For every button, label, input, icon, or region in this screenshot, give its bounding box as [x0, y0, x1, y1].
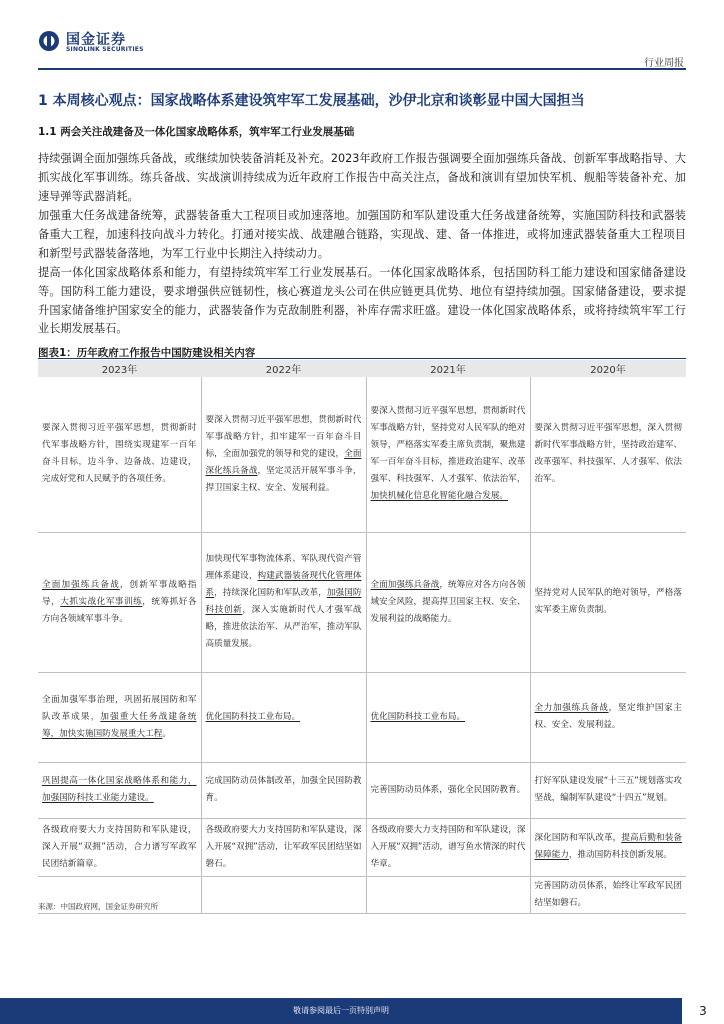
paragraph-1: 持续强调全面加强练兵备战，或继续加快装备消耗及补充。2023年政府工作报告强调要全面加强练兵备战、创新军事战略指导、大抓实战化军事训练。练兵备战、实战演训持续成为近年政府工作报告中高关注点，备战和演训有望加快军机、舰船等装备补充、加速导弹等武器消耗。 — [38, 152, 686, 203]
table-cell — [201, 876, 366, 913]
table-row — [38, 672, 686, 762]
company-logo — [38, 30, 218, 56]
page-number: 3 — [682, 998, 724, 1024]
table-cell — [366, 876, 530, 913]
table-row — [38, 762, 686, 818]
column-header-2023: 2023年 — [38, 360, 201, 377]
sinolink-logo-icon — [38, 30, 60, 52]
column-header-2020: 2020年 — [530, 360, 686, 377]
column-header-2022: 2022年 — [201, 360, 366, 377]
table-cell: 各级政府要大力支持国防和军队建设，深入开展“双拥”活动，谱写鱼水情深的时代华章。 — [366, 818, 530, 876]
table-cell: 巩固提高一体化国家战略体系和能力，加强国防科技工业能力建设。 — [38, 762, 201, 818]
table-cell: 全力加强练兵备战，坚定维护国家主权、安全、发展利益。 — [530, 672, 686, 762]
table-cell: 要深入贯彻习近平强军思想，深入贯彻新时代军事战略方针，坚持政治建军、改革强军、科技强军、人才强军、依法治军。 — [530, 377, 686, 532]
table-cell: 加快现代军事物流体系、军队现代资产管理体系建设，构建武器装备现代化管理体系，持续深化国防和军队改革，加强国防科技创新，深入实施新时代人才强军战略，推进依法治军、从严治军，推动军队高质量发展。 — [201, 532, 366, 672]
footer-disclaimer: 敬请参阅最后一页特别声明 — [293, 1006, 389, 1015]
defense-policy-table — [38, 360, 686, 914]
table-cell: 全面加强练兵备战，统筹应对各方向各领域安全风险，提高捍卫国家主权、安全、发展利益的战略能力。 — [366, 532, 530, 672]
table-cell: 要深入贯彻习近平强军思想，贯彻新时代军事战略方针，扣牢建军一百年奋斗目标，全面加强党的领导和党的建设，全面深化练兵备战，坚定灵活开展军事斗争，捍卫国家主权、安全、发展利益。 — [201, 377, 366, 532]
table-cell: 完善国防动员体系，始终让军政军民团结坚如磐石。 — [530, 876, 686, 913]
figure-source: 来源：中国政府网，国金证券研究所 — [38, 902, 158, 911]
table-cell: 完成国防动员体制改革，加强全民国防教育。 — [201, 762, 366, 818]
table-cell: 全面加强练兵备战，创新军事战略指导，大抓实战化军事训练，统筹抓好各方向各领域军事斗争。 — [38, 532, 201, 672]
table-cell: 要深入贯彻习近平强军思想，贯彻新时代军事战略方针，围绕实现建军一百年奋斗目标，边斗争、边备战、边建设，完成好党和人民赋予的各项任务。 — [38, 377, 201, 532]
table-cell: 深化国防和军队改革，提高后勤和装备保障能力，推动国防科技创新发展。 — [530, 818, 686, 876]
paragraph-2: 加强重大任务战建备统筹，武器装备重大工程项目或加速落地。加强国防和军队建设重大任务战建备统筹，实施国防科技和武器装备重大工程，加速科技向战斗力转化。打通对接实战、战建融合链路，实现战、建、备一体推进，或将加速武器装备重大工程项目和新型号武器装备落地，为军工行业中长期注入持续动力。 — [38, 209, 686, 260]
table-cell: 优化国防科技工业布局。 — [366, 672, 530, 762]
table-cell: 全面加强军事治理，巩固拓展国防和军队改革成果，加强重大任务战建备统筹，加快实施国防发展重大工程。 — [38, 672, 201, 762]
footer-bar — [0, 998, 724, 1024]
report-type: 行业周报 — [644, 58, 684, 69]
paragraph-3: 提高一体化国家战略体系和能力，有望持续筑牢军工行业发展基石。一体化国家战略体系，包括国防科工能力建设和国家储备建设等。国防科工能力建设，要求增强供应链韧性，核心赛道龙头公司在供应链更具优势、地位有望持续加强。国家储备建设，要求提升国家储备维护国家安全的能力，武器装备作为克敌制胜利器，补库存需求旺盛。建设一体化国家战略体系，或将持续筑牢军工行业长期发展基石。 — [38, 266, 686, 336]
figure-title-rule — [38, 358, 686, 359]
table-cell: 坚持党对人民军队的绝对领导，严格落实军委主席负责制。 — [530, 532, 686, 672]
logo-text-cn: 国金证券 — [66, 32, 126, 48]
logo-text-en: SINOLINK SECURITIES — [66, 46, 144, 53]
column-header-2021: 2021年 — [366, 360, 530, 377]
table-header-row — [38, 360, 686, 377]
table-cell: 完善国防动员体系，强化全民国防教育。 — [366, 762, 530, 818]
table-cell: 要深入贯彻习近平强军思想，贯彻新时代军事战略方针，坚持党对人民军队的绝对领导，严格落实军委主席负责制，聚焦建军一百年奋斗目标，推进政治建军、改革强军、科技强军、人才强军、依法治军，加快机械化信息化智能化融合发展。 — [366, 377, 530, 532]
figure-title: 图表1：历年政府工作报告中国防建设相关内容 — [38, 347, 256, 359]
table-row — [38, 818, 686, 876]
header-divider — [38, 68, 686, 70]
table-cell: 打好军队建设发展“十三五”规划落实攻坚战，编制军队建设“十四五”规划。 — [530, 762, 686, 818]
table-cell: 各级政府要大力支持国防和军队建设，深入开展“双拥”活动，合力谱写军政军民团结新篇章。 — [38, 818, 201, 876]
table-row — [38, 532, 686, 672]
table-cell: 各级政府要大力支持国防和军队建设，深入开展“双拥”活动，让军政军民团结坚如磐石。 — [201, 818, 366, 876]
section-title: 1 本周核心观点：国家战略体系建设筑牢军工发展基础，沙伊北京和谈彰显中国大国担当 — [38, 93, 585, 109]
table-row — [38, 377, 686, 532]
table-cell: 优化国防科技工业布局。 — [201, 672, 366, 762]
section-subtitle: 1.1 两会关注战建备及一体化国家战略体系，筑牢军工行业发展基础 — [38, 126, 355, 138]
